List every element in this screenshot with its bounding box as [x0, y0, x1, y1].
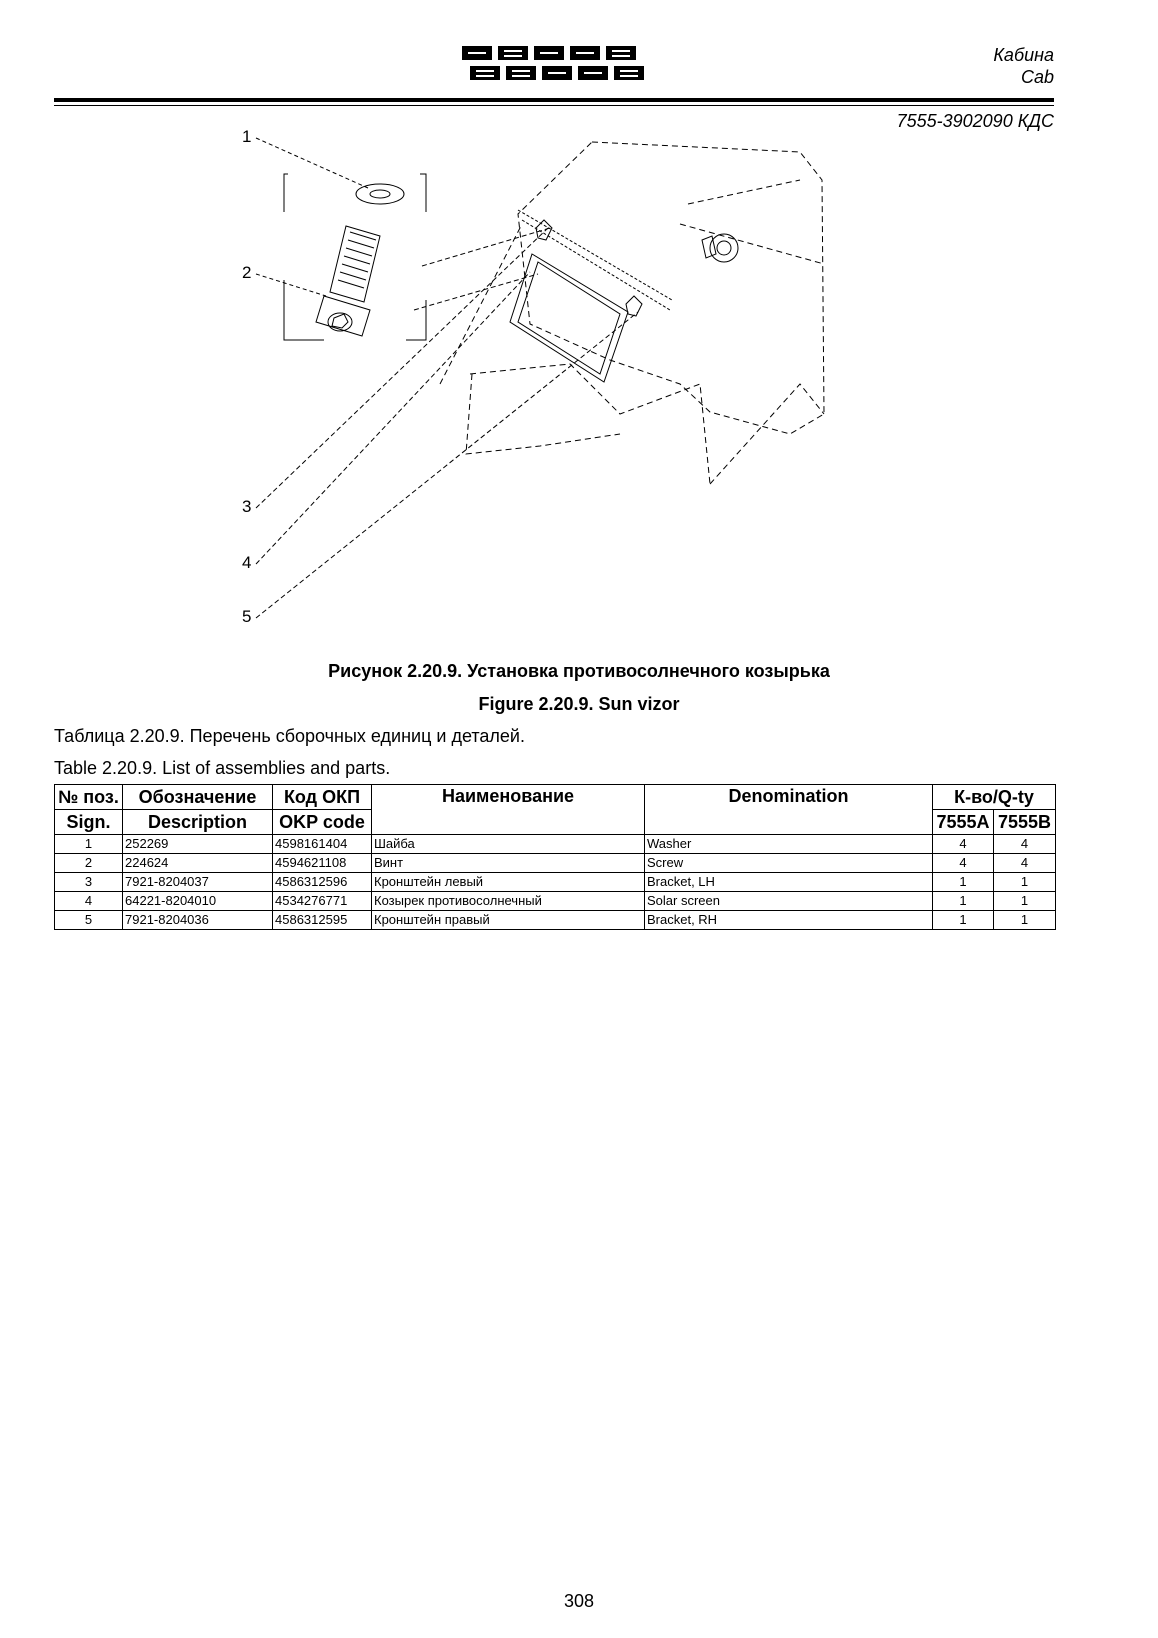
sun-visor-drawing	[240, 124, 880, 644]
cell-name-ru: Кронштейн правый	[372, 911, 645, 930]
cell-qty-b: 1	[994, 873, 1056, 892]
cell-name-ru: Кронштейн левый	[372, 873, 645, 892]
cell-pos: 1	[55, 835, 123, 854]
document-number: 7555-3902090 КДС	[896, 111, 1054, 131]
cell-name-ru: Винт	[372, 854, 645, 873]
cell-name-en: Screw	[645, 854, 933, 873]
cell-pos: 2	[55, 854, 123, 873]
header-rule-thin	[54, 105, 1054, 106]
cell-okp: 4534276771	[273, 892, 372, 911]
col-header-okp-en: OKP code	[273, 810, 372, 835]
table-row	[55, 854, 1056, 873]
callout-5: 5	[242, 607, 252, 626]
belaz-logo	[460, 44, 660, 88]
col-header-pos-ru: № поз.	[55, 785, 123, 810]
table-title-en: Table 2.20.9. List of assemblies and parts.	[54, 758, 391, 778]
col-header-name-en: Denomination	[645, 785, 933, 835]
header-rule-thick	[54, 98, 1054, 102]
section-label-ru: Кабина	[993, 45, 1054, 65]
col-header-qty: К-во/Q-ty	[933, 785, 1056, 810]
cell-designation: 7921-8204037	[123, 873, 273, 892]
cell-qty-a: 1	[933, 892, 994, 911]
section-label	[993, 44, 1054, 88]
table-row	[55, 892, 1056, 911]
callout-2: 2	[242, 263, 252, 282]
table-header-row-1	[55, 785, 1056, 810]
cell-qty-a: 4	[933, 854, 994, 873]
cell-pos: 3	[55, 873, 123, 892]
cell-name-en: Bracket, RH	[645, 911, 933, 930]
cell-okp: 4586312595	[273, 911, 372, 930]
cell-okp: 4586312596	[273, 873, 372, 892]
cell-designation: 252269	[123, 835, 273, 854]
cell-name-en: Washer	[645, 835, 933, 854]
cell-designation: 224624	[123, 854, 273, 873]
cell-name-en: Bracket, LH	[645, 873, 933, 892]
callout-3: 3	[242, 497, 252, 516]
figure-caption-ru: Рисунок 2.20.9. Установка противосолнечного козырька	[328, 661, 830, 681]
cell-okp: 4594621108	[273, 854, 372, 873]
col-header-okp-ru: Код ОКП	[273, 785, 372, 810]
section-label-en: Cab	[1020, 67, 1054, 87]
cell-qty-b: 4	[994, 835, 1056, 854]
col-header-qty-7555b: 7555B	[994, 810, 1056, 835]
table-row	[55, 835, 1056, 854]
table-row	[55, 873, 1056, 892]
table-title-ru: Таблица 2.20.9. Перечень сборочных единиц и деталей.	[54, 726, 525, 746]
callout-4: 4	[242, 553, 252, 572]
cell-qty-a: 4	[933, 835, 994, 854]
cell-designation: 64221-8204010	[123, 892, 273, 911]
col-header-designation-en: Description	[123, 810, 273, 835]
parts-table	[54, 784, 1056, 930]
cell-name-ru: Шайба	[372, 835, 645, 854]
figure-caption-en: Figure 2.20.9. Sun vizor	[478, 694, 680, 714]
cell-designation: 7921-8204036	[123, 911, 273, 930]
cell-qty-b: 4	[994, 854, 1056, 873]
cell-qty-b: 1	[994, 911, 1056, 930]
cell-name-en: Solar screen	[645, 892, 933, 911]
callout-1: 1	[242, 127, 252, 146]
cell-pos: 4	[55, 892, 123, 911]
col-header-qty-7555a: 7555A	[933, 810, 994, 835]
cell-qty-a: 1	[933, 911, 994, 930]
col-header-pos-en: Sign.	[55, 810, 123, 835]
col-header-designation-ru: Обозначение	[123, 785, 273, 810]
cell-qty-b: 1	[994, 892, 1056, 911]
table-row	[55, 911, 1056, 930]
cell-okp: 4598161404	[273, 835, 372, 854]
col-header-name-ru: Наименование	[372, 785, 645, 835]
cell-pos: 5	[55, 911, 123, 930]
page-number: 308	[563, 1591, 595, 1611]
cell-name-ru: Козырек противосолнечный	[372, 892, 645, 911]
cell-qty-a: 1	[933, 873, 994, 892]
